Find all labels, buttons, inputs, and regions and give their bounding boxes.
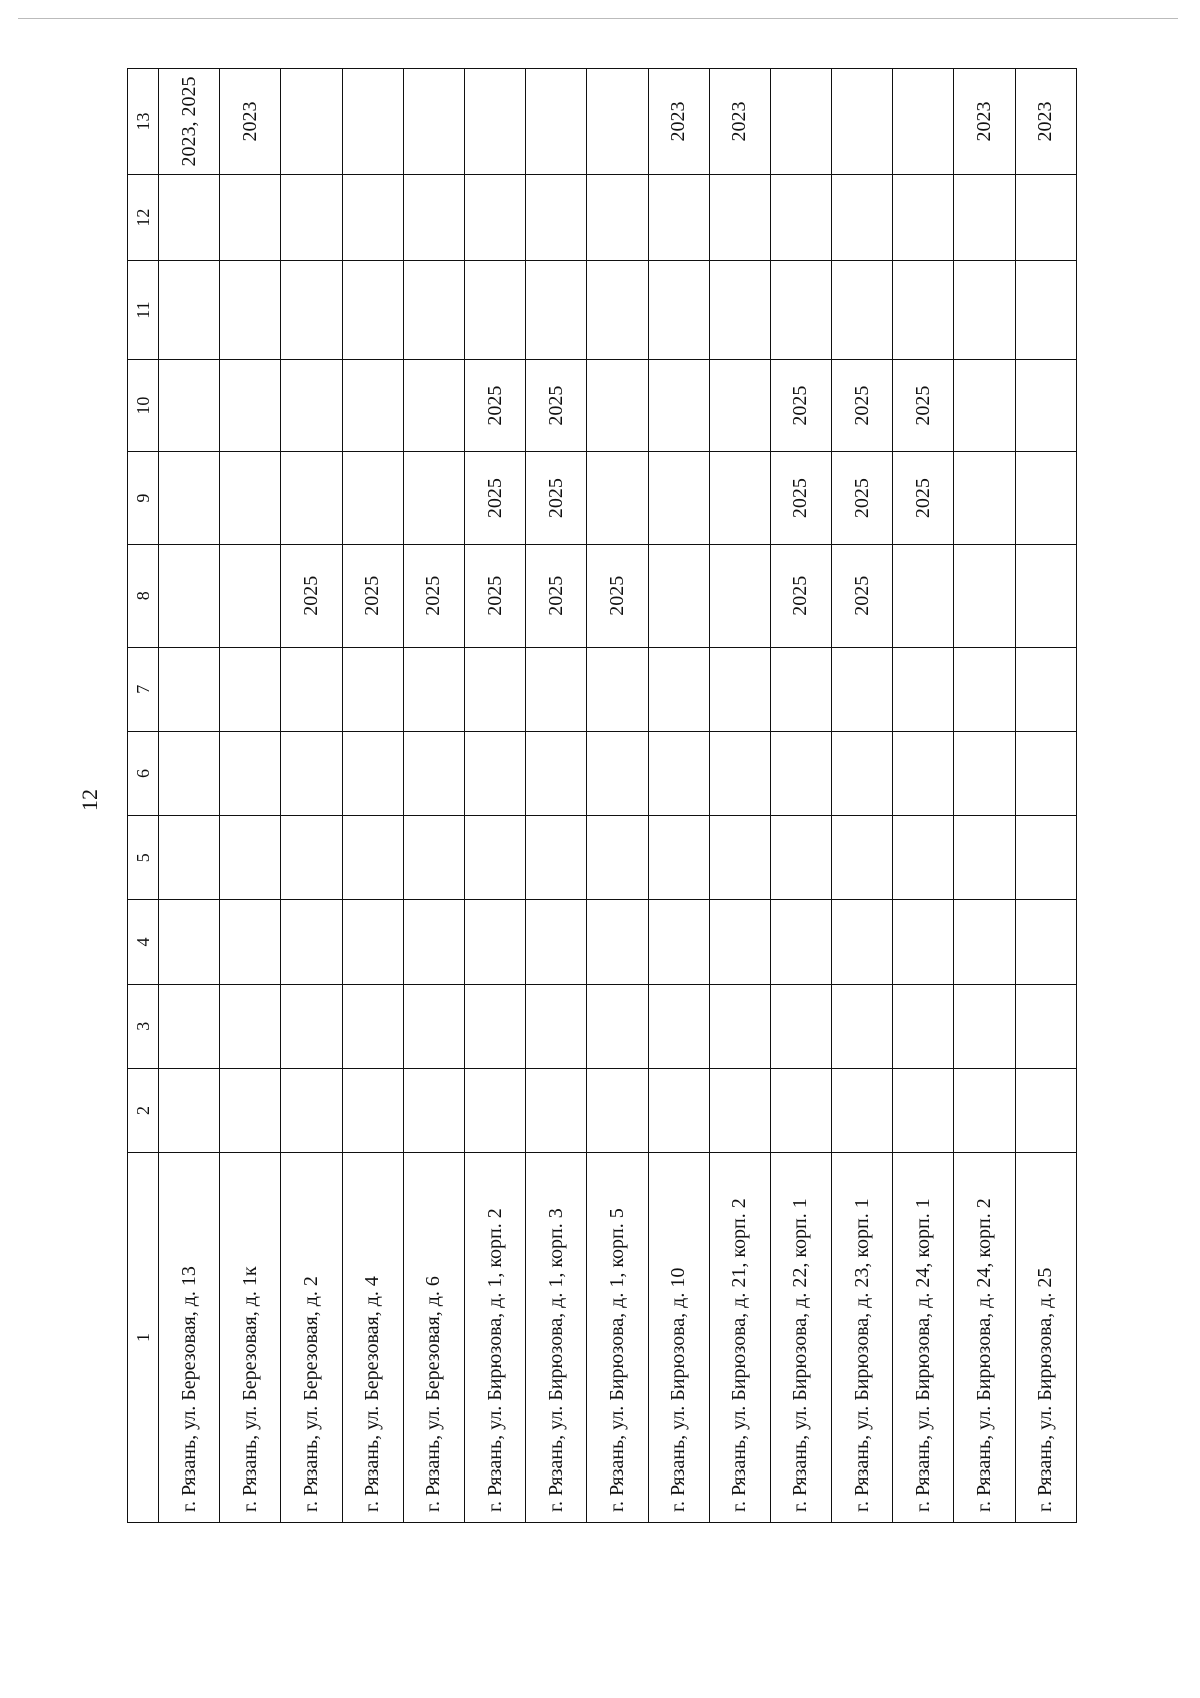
column-number-cell: 2 — [128, 1068, 159, 1152]
year-cell — [403, 900, 464, 984]
year-cell: 2023, 2025 — [159, 69, 220, 175]
year-cell — [709, 1068, 770, 1152]
year-cell — [770, 900, 831, 984]
year-cell — [526, 69, 587, 175]
year-cell — [954, 984, 1015, 1068]
year-cell — [342, 731, 403, 815]
year-cell — [832, 900, 893, 984]
address-cell: г. Рязань, ул. Березовая, д. 6 — [403, 1153, 464, 1523]
year-cell — [159, 1068, 220, 1152]
year-cell — [893, 984, 954, 1068]
year-cell — [770, 1068, 831, 1152]
address-cell: г. Рязань, ул. Бирюзова, д. 21, корп. 2 — [709, 1153, 770, 1523]
year-cell — [281, 984, 342, 1068]
year-cell — [403, 731, 464, 815]
year-cell: 2025 — [464, 359, 525, 451]
address-cell: г. Рязань, ул. Березовая, д. 4 — [342, 1153, 403, 1523]
address-cell: г. Рязань, ул. Бирюзова, д. 24, корп. 2 — [954, 1153, 1015, 1523]
address-cell: г. Рязань, ул. Березовая, д. 13 — [159, 1153, 220, 1523]
year-cell — [954, 900, 1015, 984]
year-cell: 2025 — [464, 452, 525, 544]
year-cell: 2025 — [342, 544, 403, 647]
year-cell — [526, 816, 587, 900]
year-cell — [220, 647, 281, 731]
year-cell: 2023 — [648, 69, 709, 175]
year-cell: 2023 — [1015, 69, 1076, 175]
year-cell — [709, 359, 770, 451]
year-cell — [159, 544, 220, 647]
year-cell — [526, 1068, 587, 1152]
table-row — [220, 69, 281, 1523]
year-cell — [159, 174, 220, 260]
year-cell — [1015, 816, 1076, 900]
year-cell — [893, 1068, 954, 1152]
table-row — [770, 69, 831, 1523]
table-row — [342, 69, 403, 1523]
table-row — [648, 69, 709, 1523]
year-cell — [220, 359, 281, 451]
year-cell: 2025 — [893, 359, 954, 451]
year-cell — [648, 984, 709, 1068]
address-cell: г. Рязань, ул. Бирюзова, д. 10 — [648, 1153, 709, 1523]
year-cell — [648, 359, 709, 451]
table-row — [954, 69, 1015, 1523]
year-cell — [770, 731, 831, 815]
year-cell — [464, 1068, 525, 1152]
schedule-table — [127, 68, 1077, 1523]
year-cell — [832, 69, 893, 175]
year-cell — [403, 816, 464, 900]
column-number-cell: 8 — [128, 544, 159, 647]
year-cell: 2023 — [709, 69, 770, 175]
year-cell: 2025 — [464, 544, 525, 647]
column-number-cell: 7 — [128, 647, 159, 731]
column-number-cell: 1 — [128, 1153, 159, 1523]
column-number-cell: 12 — [128, 174, 159, 260]
year-cell — [342, 1068, 403, 1152]
year-cell — [832, 984, 893, 1068]
year-cell — [1015, 1068, 1076, 1152]
year-cell — [464, 647, 525, 731]
year-cell — [587, 261, 648, 360]
year-cell — [587, 900, 648, 984]
year-cell — [954, 1068, 1015, 1152]
year-cell — [954, 452, 1015, 544]
year-cell — [281, 900, 342, 984]
year-cell — [1015, 731, 1076, 815]
column-number-cell: 3 — [128, 984, 159, 1068]
year-cell — [281, 647, 342, 731]
year-cell — [709, 452, 770, 544]
year-cell — [648, 731, 709, 815]
year-cell — [954, 174, 1015, 260]
address-cell: г. Рязань, ул. Березовая, д. 1к — [220, 1153, 281, 1523]
year-cell — [954, 647, 1015, 731]
year-cell — [1015, 174, 1076, 260]
year-cell — [403, 452, 464, 544]
address-cell: г. Рязань, ул. Бирюзова, д. 1, корп. 3 — [526, 1153, 587, 1523]
year-cell: 2025 — [526, 544, 587, 647]
year-cell — [1015, 647, 1076, 731]
year-cell — [342, 452, 403, 544]
year-cell — [342, 816, 403, 900]
year-cell: 2025 — [832, 544, 893, 647]
year-cell: 2025 — [832, 359, 893, 451]
year-cell — [403, 359, 464, 451]
year-cell — [954, 359, 1015, 451]
year-cell — [342, 647, 403, 731]
table-row — [464, 69, 525, 1523]
year-cell — [587, 731, 648, 815]
year-cell — [893, 174, 954, 260]
year-cell — [587, 359, 648, 451]
year-cell — [893, 731, 954, 815]
year-cell — [770, 984, 831, 1068]
year-cell: 2025 — [526, 452, 587, 544]
column-number-cell: 13 — [128, 69, 159, 175]
year-cell — [1015, 261, 1076, 360]
table-row — [587, 69, 648, 1523]
year-cell: 2023 — [220, 69, 281, 175]
year-cell — [832, 174, 893, 260]
year-cell — [159, 900, 220, 984]
year-cell — [526, 900, 587, 984]
year-cell — [648, 816, 709, 900]
year-cell — [770, 174, 831, 260]
year-cell — [220, 816, 281, 900]
year-cell: 2023 — [954, 69, 1015, 175]
year-cell — [587, 69, 648, 175]
year-cell — [281, 731, 342, 815]
year-cell — [954, 544, 1015, 647]
year-cell — [709, 544, 770, 647]
year-cell — [526, 984, 587, 1068]
year-cell: 2025 — [770, 544, 831, 647]
year-cell — [1015, 452, 1076, 544]
year-cell — [220, 984, 281, 1068]
year-cell — [832, 1068, 893, 1152]
table-row — [832, 69, 893, 1523]
table-row — [281, 69, 342, 1523]
year-cell: 2025 — [893, 452, 954, 544]
year-cell — [954, 261, 1015, 360]
header-row — [128, 69, 159, 1523]
year-cell: 2025 — [526, 359, 587, 451]
column-number-cell: 4 — [128, 900, 159, 984]
year-cell — [220, 731, 281, 815]
year-cell — [342, 174, 403, 260]
year-cell — [770, 69, 831, 175]
year-cell — [159, 261, 220, 360]
year-cell — [159, 984, 220, 1068]
year-cell — [281, 174, 342, 260]
year-cell — [342, 359, 403, 451]
address-cell: г. Рязань, ул. Бирюзова, д. 25 — [1015, 1153, 1076, 1523]
year-cell — [464, 69, 525, 175]
year-cell: 2025 — [403, 544, 464, 647]
year-cell — [648, 174, 709, 260]
year-cell — [281, 359, 342, 451]
year-cell — [281, 452, 342, 544]
column-number-cell: 9 — [128, 452, 159, 544]
address-cell: г. Рязань, ул. Березовая, д. 2 — [281, 1153, 342, 1523]
year-cell — [648, 261, 709, 360]
year-cell — [159, 816, 220, 900]
year-cell — [648, 544, 709, 647]
year-cell — [159, 647, 220, 731]
year-cell: 2025 — [587, 544, 648, 647]
year-cell — [587, 816, 648, 900]
year-cell — [220, 174, 281, 260]
year-cell — [770, 647, 831, 731]
year-cell — [159, 452, 220, 544]
year-cell — [526, 261, 587, 360]
year-cell — [648, 1068, 709, 1152]
scan-border-line — [18, 18, 1178, 19]
year-cell — [464, 984, 525, 1068]
page-number: 12 — [77, 789, 102, 811]
year-cell — [1015, 900, 1076, 984]
year-cell — [893, 544, 954, 647]
year-cell: 2025 — [770, 359, 831, 451]
year-cell — [403, 647, 464, 731]
year-cell — [526, 174, 587, 260]
year-cell — [281, 816, 342, 900]
year-cell — [832, 261, 893, 360]
address-cell: г. Рязань, ул. Бирюзова, д. 24, корп. 1 — [893, 1153, 954, 1523]
table-row — [709, 69, 770, 1523]
year-cell — [342, 984, 403, 1068]
column-number-cell: 6 — [128, 731, 159, 815]
year-cell: 2025 — [832, 452, 893, 544]
year-cell — [587, 1068, 648, 1152]
table-row — [526, 69, 587, 1523]
year-cell — [893, 816, 954, 900]
year-cell — [526, 647, 587, 731]
year-cell — [464, 261, 525, 360]
year-cell — [709, 731, 770, 815]
year-cell: 2025 — [770, 452, 831, 544]
year-cell — [648, 647, 709, 731]
year-cell — [220, 452, 281, 544]
year-cell — [587, 984, 648, 1068]
year-cell — [464, 731, 525, 815]
year-cell — [709, 816, 770, 900]
column-number-cell: 5 — [128, 816, 159, 900]
year-cell — [159, 731, 220, 815]
year-cell — [342, 69, 403, 175]
year-cell — [464, 900, 525, 984]
year-cell — [526, 731, 587, 815]
year-cell — [1015, 359, 1076, 451]
year-cell — [281, 69, 342, 175]
year-cell — [832, 647, 893, 731]
year-cell — [770, 816, 831, 900]
year-cell: 2025 — [281, 544, 342, 647]
year-cell — [1015, 984, 1076, 1068]
address-cell: г. Рязань, ул. Бирюзова, д. 1, корп. 2 — [464, 1153, 525, 1523]
year-cell — [709, 647, 770, 731]
year-cell — [709, 900, 770, 984]
year-cell — [220, 544, 281, 647]
year-cell — [893, 261, 954, 360]
address-cell: г. Рязань, ул. Бирюзова, д. 22, корп. 1 — [770, 1153, 831, 1523]
year-cell — [893, 900, 954, 984]
year-cell — [464, 174, 525, 260]
year-cell — [220, 261, 281, 360]
year-cell — [159, 359, 220, 451]
year-cell — [220, 1068, 281, 1152]
address-cell: г. Рязань, ул. Бирюзова, д. 1, корп. 5 — [587, 1153, 648, 1523]
year-cell — [403, 1068, 464, 1152]
year-cell — [832, 816, 893, 900]
schedule-table-container — [127, 68, 1077, 1523]
year-cell — [342, 261, 403, 360]
year-cell — [403, 69, 464, 175]
year-cell — [281, 1068, 342, 1152]
year-cell — [403, 261, 464, 360]
year-cell — [832, 731, 893, 815]
year-cell — [281, 261, 342, 360]
year-cell — [648, 452, 709, 544]
table-row — [893, 69, 954, 1523]
year-cell — [220, 900, 281, 984]
year-cell — [893, 647, 954, 731]
year-cell — [954, 731, 1015, 815]
year-cell — [709, 261, 770, 360]
year-cell — [587, 647, 648, 731]
year-cell — [342, 900, 403, 984]
table-row — [159, 69, 220, 1523]
year-cell — [709, 174, 770, 260]
year-cell — [464, 816, 525, 900]
year-cell — [587, 452, 648, 544]
year-cell — [403, 984, 464, 1068]
year-cell — [648, 900, 709, 984]
year-cell — [587, 174, 648, 260]
year-cell — [709, 984, 770, 1068]
year-cell — [1015, 544, 1076, 647]
address-cell: г. Рязань, ул. Бирюзова, д. 23, корп. 1 — [832, 1153, 893, 1523]
table-row — [1015, 69, 1076, 1523]
column-number-cell: 11 — [128, 261, 159, 360]
year-cell — [770, 261, 831, 360]
year-cell — [403, 174, 464, 260]
year-cell — [893, 69, 954, 175]
table-row — [403, 69, 464, 1523]
column-number-cell: 10 — [128, 359, 159, 451]
year-cell — [954, 816, 1015, 900]
